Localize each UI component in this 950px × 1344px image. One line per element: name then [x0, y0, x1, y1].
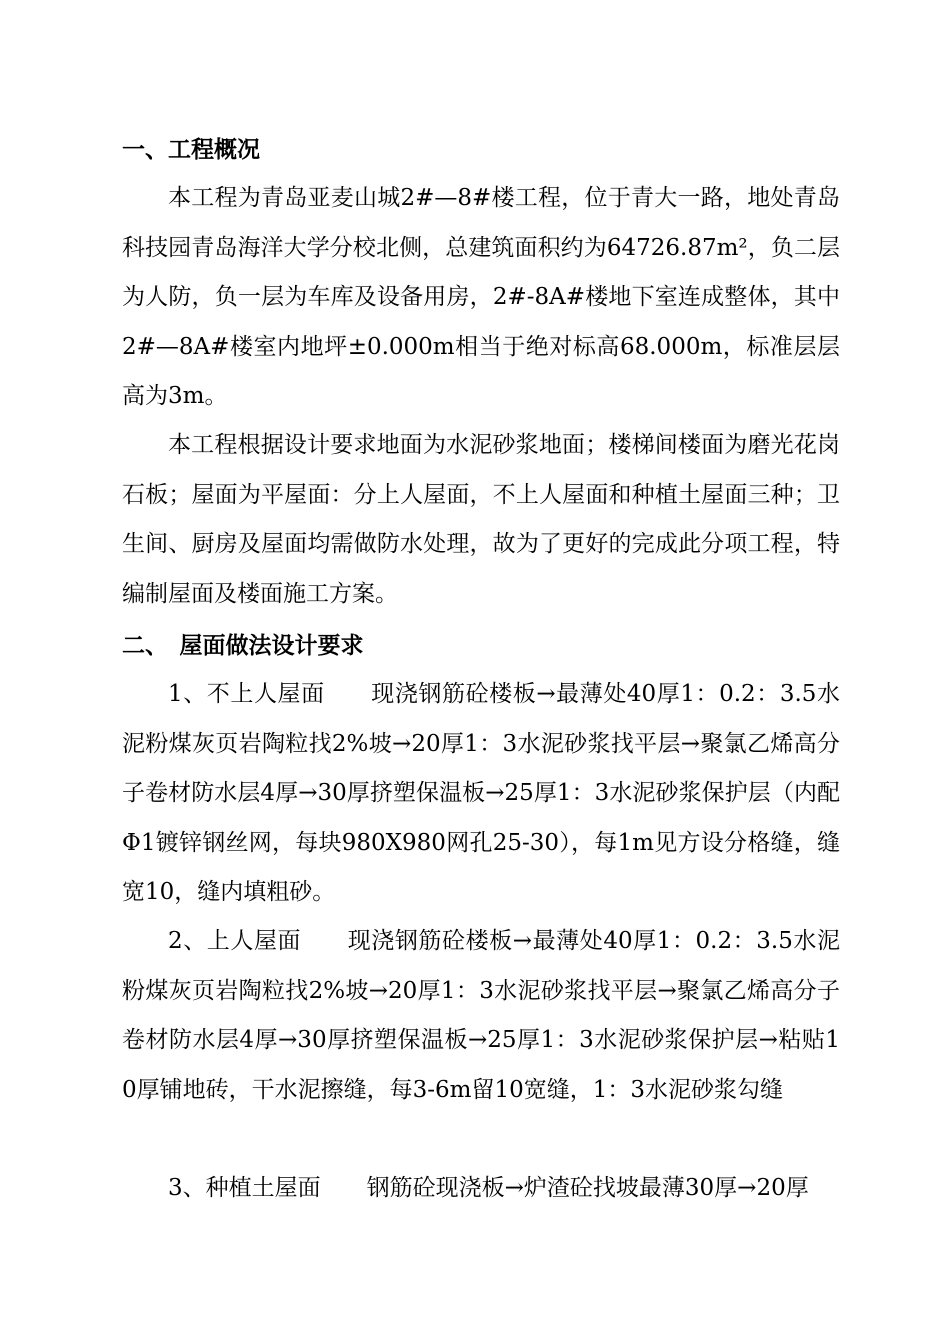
- roof-item-1: [122, 670, 840, 918]
- roof-item-2-title: 2、上人屋面: [168, 928, 302, 954]
- section-1-paragraph-2: 本工程根据设计要求地面为水泥砂浆地面；楼梯间楼面为磨光花岗石板；屋面为平屋面：分上人屋面，不上人屋面和种植土屋面三种；卫生间、厨房及屋面均需做防水处理，故为了更好的完成此分项工程，特编制屋面及楼面施工方案。: [122, 432, 840, 607]
- roof-item-3-body: 钢筋砼现浇板→炉渣砼找坡最薄30厚→20厚: [366, 1175, 809, 1201]
- roof-item-2-body: 现浇钢筋砼楼板→最薄处40厚1：0.2：3.5水泥粉煤灰页岩陶粒找2%坡→20厚1：3水泥砂浆找平层→聚氯乙烯高分子卷材防水层4厚→30厚挤塑保温板→25厚1：3水泥砂浆保护层→粘贴10厚铺地砖，干水泥擦缝，每3-6m留10宽缝，1：3水泥砂浆勾缝: [122, 928, 840, 1103]
- roof-item-1-title: 1、不上人屋面: [168, 681, 325, 707]
- roof-item-1-body: 现浇钢筋砼楼板→最薄处40厚1：0.2：3.5水泥粉煤灰页岩陶粒找2%坡→20厚1：3水泥砂浆找平层→聚氯乙烯高分子卷材防水层4厚→30厚挤塑保温板→25厚1：3水泥砂浆保护层（内配Φ1镀锌钢丝网，每块980X980网孔25-30），每1m见方设分格缝，缝宽10，缝内填粗砂。: [122, 681, 840, 905]
- section-2-heading: 二、 屋面做法设计要求: [122, 633, 364, 659]
- section-1-heading: 一、工程概况: [122, 137, 260, 163]
- roof-item-3-title: 3、种植土屋面: [168, 1175, 321, 1201]
- roof-item-2: [122, 917, 840, 1115]
- section-1-paragraph-1: 本工程为青岛亚麦山城2#—8#楼工程，位于青大一路，地处青岛科技园青岛海洋大学分校北侧，总建筑面积约为64726.87m²，负二层为人防，负一层为车库及设备用房，2#-8A#楼地下室连成整体，其中2#—8A#楼室内地坪±0.000m相当于绝对标高68.000m，标准层层高为3m。: [122, 185, 840, 409]
- roof-item-3: [122, 1164, 840, 1214]
